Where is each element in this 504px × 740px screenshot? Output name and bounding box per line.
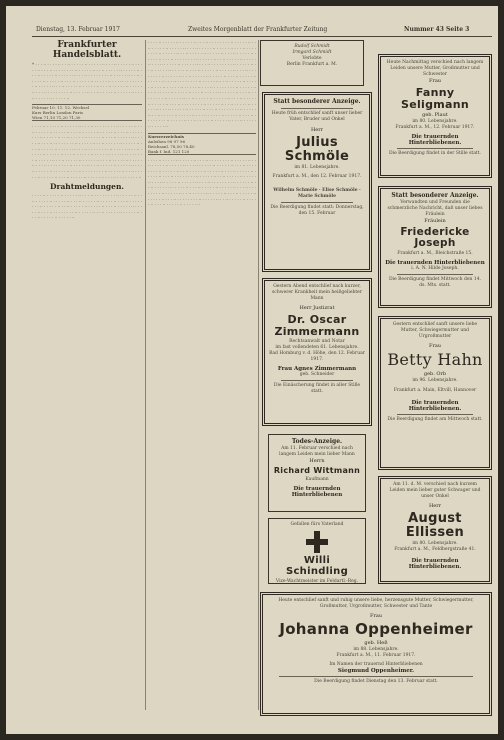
ad-intro: Todes-Anzeige.: [291, 438, 343, 445]
exchange-table: [32, 104, 142, 121]
newspaper-page: [6, 6, 498, 734]
table-row: Bank f. Ind. 121 120: [148, 148, 190, 154]
ad-title: Frau: [428, 343, 442, 349]
ad-obituary-betty-hahn: [378, 316, 492, 470]
ad-text: Verwandten und Freunden die schmerzliche Nachricht, daß unser liebes Fräulein: [387, 200, 483, 217]
table-row: Februar 10. 11. 12. Wechsel: [32, 105, 90, 111]
ad-note: Die Beerdigung findet statt: Donnerstag, den 15. Februar: [270, 205, 364, 217]
ad-profession: Kaufmann: [305, 477, 329, 483]
ad-place: Frankfurt a. M., 12. Februar 1917.: [395, 125, 475, 131]
ad-line: Rudolf Schmidt: [294, 44, 330, 49]
ad-intro: Statt besonderer Anzeige.: [273, 98, 361, 105]
ad-maiden-name: geb. Orb: [423, 370, 447, 377]
column-title: Frankfurter Handelsblatt.: [52, 40, 122, 60]
table-row: Reichsanl. 78,50 78,40: [148, 143, 195, 149]
header-page-number: Nummer 43 Seite 3: [404, 26, 470, 33]
ad-obituary-august-ellissen: [378, 476, 492, 584]
ad-place: Frankfurt a. Main, Eltvill, Hannover: [393, 387, 477, 393]
ad-name: Dr. Oscar Zimmermann: [274, 313, 360, 338]
ad-title: Herr Justizrat: [299, 305, 335, 311]
ad-place: Bad Homburg v. d. Höhe, den 12. Februar 1917.: [269, 351, 365, 363]
ad-place: Frankfurt a. M., Bleichstraße 15.: [397, 251, 473, 257]
divider: [397, 274, 473, 275]
ad-name: Betty Hahn: [387, 350, 483, 369]
price-table: [148, 133, 256, 155]
page-header: [6, 26, 498, 36]
ad-text: Im Namen der trauernd Hinterbliebenen: [329, 661, 423, 667]
ad-title: Frau: [428, 78, 442, 84]
column-handelsblatt: [32, 40, 142, 710]
header-rule: [32, 36, 492, 37]
divider: [397, 148, 473, 149]
ad-signature: Die trauernden Hinterbliebenen: [385, 260, 485, 267]
header-date: Dienstag, 13. Februar 1917: [36, 26, 120, 33]
ad-name: Johanna Oppenheimer: [279, 620, 473, 638]
ad-name: Fanny Seligmann: [400, 86, 470, 111]
iron-cross-icon: [306, 531, 328, 553]
ad-title: Frau: [369, 613, 383, 619]
section-title-drahtmeldungen: Drahtmeldungen.: [49, 182, 125, 192]
table-row: Anleihen 98 97 96: [148, 138, 185, 144]
ad-signature-maiden: geb. Schneider: [299, 372, 335, 378]
ad-title: Herr: [310, 127, 324, 133]
ad-mourners: Wilhelm Schmöle · Elise Schmöle · Marie Schmöle: [273, 188, 361, 200]
ad-age: im 88. Lebensjahre.: [353, 646, 399, 652]
ad-signature: Die trauernden Hinterbliebenen.: [408, 134, 462, 147]
ad-line: Verlobte: [302, 56, 322, 61]
ad-obituary-julius-schmoele: [262, 92, 372, 272]
divider: [279, 676, 473, 677]
ad-obituary-johanna-oppenheimer: [260, 592, 492, 716]
ad-note: Die Beerdigung findet in der Stille statt.: [389, 151, 481, 157]
ad-maiden-name: geb. Heß: [364, 639, 388, 646]
ad-name: August Ellissen: [405, 511, 465, 540]
ad-name: Julius Schmöle: [284, 135, 350, 164]
ad-place: Frankfurt a. M., den 12. Februar 1917.: [272, 174, 362, 180]
divider: [281, 108, 353, 109]
ad-age: im fast vollendeten 61. Lebensjahre.: [275, 345, 359, 351]
ad-title: Herrn: [309, 458, 325, 464]
ad-age: im 80. Lebensjahre.: [412, 541, 458, 547]
column-market-report: [148, 40, 256, 710]
ad-place: Frankfurt a. M., 11. Februar 1917.: [336, 652, 416, 658]
body-text-block: * · · · ·· · · · · ·· · · ·· · · · · · ·· · · · · · ·· · · · ·· · · · · · ·· · · · · · ·· · · · ·· · · · · · · · · ·· · · · · · ·· · · ·· · · · · · ·· · · · · · ·· · · · ·· · · · · · ·· · · · · · ·· · · · ·· · · · · · · · · ·· · · · · · ·· · · ·· · · · · · ·· · · · · · ·· · · · ·· · · · · · ·· · · · · · ·· · · · ·· · · · · · · · · ·· · · · · · ·· · · ·· · · · · · ·· · · · · · ·· · · · ·· · · · · · ·· · · · · · ·· · · · ·· · · · · · · · · ·· · · · · · ·· · · ·· · · · · · ·· · · · · · ·· · · · ·· · · · · · ·· · · · · · ··: [32, 62, 142, 101]
ad-place: Frankfurt a. M., Feldbergstraße 41.: [394, 547, 476, 553]
ad-name: Willi Schindling: [285, 555, 349, 577]
ad-obituary-friederike-joseph: [378, 186, 492, 308]
ad-text: Am 11. Februar verschied nach langem Leiden mein lieber Mann: [279, 446, 355, 457]
ad-maiden-name: geb. Plaut: [422, 112, 448, 119]
body-text-block: · · · · ·· · · · · · ·· · · · · · ·· · · · ·· · · · · · · · · ·· · · · · · ·· · · ·· · · · · · ·· · · · · · ·· · · · ·· · · · · · ·· · · · · · ·· · · · ·· · · · · · · · · ·· · · · · · ·· · · ·· · · · · · ·· · · · · · ·· · · · ·· · · · · · ·· · · · · · ·· · · · ·· · · · · · · · · ·· · · · · · ·· · · ·· · · · · · ·· · · · · · ·· · · · ·· · · · · · ·· · · · · · ·· · · · ·· · · · · · · · · ·· · · · · · ·· · · ·· · · · · · ·· · · · · · ·· · · · ·· · · · · · ·· · · · · · ·· · · · ·· · · · · · · · · ·· · · · · · ·· · · ·· · · · · · ·· · · · · · ·· · · · ·· · · · · · ·· · · · · · ·· · · · ·· · · · · · · · · ·· · · · · · ·· · · ·· · · · · · ·· · · · · · ·· · · · ·· · · · · · ·· · · · · · ·· · · · ·· · · · · · · · · ·· · · · · · ·· · · ·· · · · · · ·· · · · · · ·· · · · ·· · · · · · ·· · · · · · ·· · · · ·· · · · · · · · · ·· · · · · · ·· · · ·· · · · · · ·· · · · · · ·· · · · ·· · · · · · ·· · · · · · ·· · · · ·· · · · · · · · · ·· · · · · · ·· · · ·· · · · · · ·· · · · · · ·· · · · ·· · · · · · ·· · · · · · ·· · · · ·· · · · · · · · · ·· · · · · · ·· · · ·· · · · · · ·· · · · · · ·· · · · ·· · · · · · ·· · · · · · ·· · · · ·· · · · · · · · · ·· · · · · · ·· · · ·· · · · · · ·· · · · · · ·· · · · ·· · · · · · ·· · · · · · ··: [148, 40, 256, 129]
ad-title: Fräulein: [424, 218, 446, 224]
ad-note: Die Beerdigung findet Dienstag den 13. Februar statt.: [314, 678, 438, 684]
ad-engagement-rudolf: [260, 40, 364, 86]
divider: [281, 380, 353, 381]
column-divider: [145, 40, 146, 710]
ad-obituary-richard-wittmann: [268, 434, 366, 512]
ad-obituary-oscar-zimmermann: [262, 278, 372, 426]
divider: [281, 202, 353, 203]
table-row: Kurs Berlin London Paris: [32, 110, 83, 116]
ad-note: Die Einäscherung findet in aller Stille statt.: [273, 383, 361, 395]
ad-title: Herr: [428, 503, 442, 509]
ad-intro: Am 11. d. M. verschied nach kurzem Leiden mein lieber guter Schwager und unser Onkel: [389, 482, 481, 499]
ad-note: Die Beerdigung findet am Mittwoch statt.: [387, 416, 483, 422]
ad-signature: Die trauernden Hinterbliebenen.: [408, 399, 462, 412]
ad-signature: Frau Agnes Zimmermann: [277, 366, 357, 373]
ad-note: Die Beerdigung findet Mittwoch den 14. ds. Mts. statt.: [388, 277, 482, 289]
ad-obituary-fanny-seligmann: [378, 54, 492, 178]
ad-signature: Siegmund Oppenheimer.: [337, 667, 415, 674]
ad-signatory: i. A. N. Hilde Joseph.: [411, 266, 459, 272]
ad-text: Heute früh entschlief sanft unser lieber Vater, Bruder und Onkel: [271, 111, 363, 122]
ad-signature: Die trauernden Hinterbliebenen.: [408, 558, 462, 571]
divider: [397, 414, 473, 415]
body-text-block: · · · · ·· · · · · · ·· · · · · · ·· · · · ·· · · · · · · · · ·· · · · · · ·· · · ·· · · · · · ·· · · · · · ·· · · · ·· · · · · · ·· · · · · · ·· · · · ·· · · · · · · · · ·· · · · · · ·· · · ·· · · · · · ·· · · · · · ·· · · · ·· · · · · · ·· · · · · · ·· · · · ·· · · · · · · · · ·· · · · · · ·· · · ·· · · · · · ·· · · · · · ·· · · · ·· · · · · · ·· · · · · · ·· · · · ·· · · · · · · · · ·· · · · · · ·· · · ·· · · · · · ·· · · · · · ·· · · · ·· · · · · · ·· · · · · · ·· · · · ·· · · · · · · · · ·· · · · · · ·· · · ·· · · · · · ·· · · · · · ·· · · · ·· · · · · · ·· · · · · · ·· · · · ·· · · · · · · · · ·· · · · · · ·· · · ·· · · · · · ·· · · · · · ·· · · · ·· · · · · · ·· · · · · · ··: [148, 157, 256, 208]
ad-rank: Vize-Wachtmeister im Feldartl.-Reg.: [275, 579, 359, 584]
ad-profession: Rechtsanwalt und Notar: [289, 339, 345, 345]
table-row: Wien 71,10 71,20 71,30: [32, 115, 81, 121]
ad-intro: Gestern entschlief sanft unsere liebe Mutter, Schwiegermutter und Urgroßmutter: [392, 322, 478, 339]
body-text-block: · · · · ·· · · · · · ·· · · · · · ·· · · · ·· · · · · · · · · ·· · · · · · ·· · · ·· · · · · · ·· · · · · · ·· · · · ·· · · · · · ·· · · · · · ·· · · · ·· · · · · · · · · ·· · · · · · ·· · · ·· · · · · · ·· · · · · · ·· · · · ·· · · · · · ·· · · · · · ·· · · · ·· · · · · · · · · ·· · · · · · ·· · · ·· · · · · · ·· · · · · · ·· · · · ·· · · · · · ·· · · · · · ··: [32, 193, 142, 221]
ad-obituary-willi-schindling: [268, 518, 366, 584]
column-divider: [258, 40, 259, 710]
ad-age: im 81. Lebensjahre.: [294, 165, 340, 171]
ad-line: Berlin Frankfurt a. M.: [286, 62, 338, 67]
ad-intro: Heute entschlief sanft und ruhig unsere liebe, herzensgute Mutter, Schwiegermutter, Großmutter, Urgroßmutter, Schwester und Tante: [278, 598, 474, 609]
table-title: Kursverzeichnis: [148, 133, 184, 139]
ad-name: Richard Wittmann: [273, 466, 361, 475]
ad-age: im 96. Lebensjahre.: [412, 377, 458, 383]
ad-intro: Statt besonderer Anzeige.: [391, 192, 479, 199]
ad-age: im 80. Lebensjahre.: [412, 119, 458, 125]
ad-intro: Heute Nachmittag verschied nach langem Leiden unsere Mutter, Großmutter und Schwester: [386, 60, 484, 77]
ad-intro: Gestern Abend entschlief nach kurzer, schwerer Krankheit mein heißgeliebter Mann: [272, 284, 362, 301]
ad-line: Irmgard Schmidt: [292, 50, 332, 55]
ad-intro: Gefallen fürs Vaterland: [290, 522, 344, 527]
ad-name: Friedericke Joseph: [400, 226, 470, 250]
body-text-block: · · · · ·· · · · · · ·· · · · · · ·· · · · ·· · · · · · · · · ·· · · · · · ·· · · ·· · · · · · ·· · · · · · ·· · · · ·· · · · · · ·· · · · · · ·· · · · ·· · · · · · · · · ·· · · · · · ·· · · ·· · · · · · ·· · · · · · ·· · · · ·· · · · · · ·· · · · · · ·· · · · ·· · · · · · · · · ·· · · · · · ·· · · ·· · · · · · ·· · · · · · ·· · · · ·· · · · · · ·· · · · · · ·· · · · ·· · · · · · · · · ·· · · · · · ·· · · ·· · · · · · ·· · · · · · ·· · · · ·· · · · · · ·· · · · · · ·· · · · ·· · · · · · · · · ·· · · · · · ·· · · ·· · · · · · ·· · · · · · ·· · · · ·· · · · · · ·· · · · · · ·· · · · ·· · · · · · · · · ·· · · · · · ·· · · ·· · · · · · ·· · · · · · ·· · · · ·· · · · · · ·· · · · · · ·· · · · ·· · · · · · · · · ·· · · · · · ·· · · ·· · · · · · ·· · · · · · ·· · · · ·· · · · · · ·· · · · · · ·· · · · ·· · · · · · · · · ··: [32, 124, 142, 180]
header-edition: Zweites Morgenblatt der Frankfurter Zeitung: [188, 26, 328, 33]
ad-signature: Die trauernden Hinterbliebenen: [291, 486, 343, 499]
